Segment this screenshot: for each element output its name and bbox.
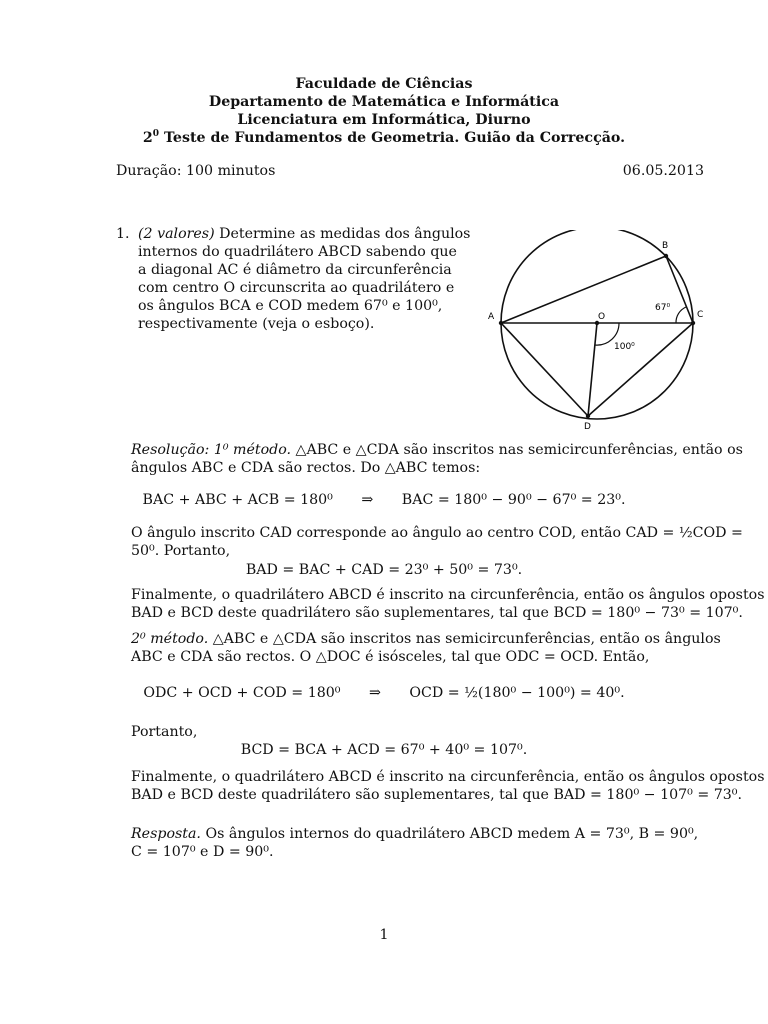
duration: Duração: 100 minutos xyxy=(116,163,276,179)
page-number: 1 xyxy=(379,927,389,943)
problem-number: 1. xyxy=(116,226,130,242)
solution-method2-intro: 2⁰ método. △ABC e △CDA são inscritos nas semicircunferências, então os ângulos ABC e CDA são rectos. O △DOC é isósceles, tal que ODC = OCD. Então, xyxy=(131,631,721,665)
angle-arc-bca xyxy=(676,307,686,323)
equation-1: BAC + ABC + ACB = 180⁰ ⇒ BAC = 180⁰ − 90⁰ − 67⁰ = 23⁰. xyxy=(142,492,626,508)
label-a: A xyxy=(488,312,495,322)
header-test-title: $2^0$ Teste de Fundamentos de Geometria. Guião da Correcção. xyxy=(142,129,626,146)
side-ab xyxy=(501,256,666,323)
equation-2: BAD = BAC + CAD = 23⁰ + 50⁰ = 73⁰. xyxy=(245,562,523,578)
date: 06.05.2013 xyxy=(622,163,704,179)
label-b: B xyxy=(662,241,669,251)
solution-supplementary-2: Finalmente, o quadrilátero ABCD é inscrito na circunferência, então os ângulos opostos BAD e BCD deste quadrilátero são suplementares, tal que BAD = 180⁰ − 107⁰ = 73⁰. xyxy=(131,769,765,803)
solution-method1-intro: Resolução: 1⁰ método. △ABC e △CDA são inscritos nas semicircunferências, então os ângulos ABC e CDA são rectos. Do △ABC temos: xyxy=(131,442,743,476)
label-angle-bca: 67⁰ xyxy=(655,303,671,313)
solution-supplementary-1: Finalmente, o quadrilátero ABCD é inscrito na circunferência, então os ângulos opostos BAD e BCD deste quadrilátero são suplementares, tal que BCD = 180⁰ − 73⁰ = 107⁰. xyxy=(131,587,765,621)
point-c xyxy=(691,321,695,325)
solution-inscribed-angle: O ângulo inscrito CAD corresponde ao ângulo ao centro COD, então CAD = ½COD = 50⁰. Portanto, xyxy=(131,525,743,559)
radius-od xyxy=(588,323,597,416)
side-cd xyxy=(588,323,693,416)
label-d: D xyxy=(584,422,591,432)
header-institution: Faculdade de Ciências xyxy=(295,76,473,92)
equation-4: BCD = BCA + ACD = 67⁰ + 40⁰ = 107⁰. xyxy=(240,742,528,758)
geometry-figure xyxy=(480,230,710,435)
point-d xyxy=(586,414,590,418)
header-department: Departamento de Matemática e Informática xyxy=(208,94,560,110)
equation-3: ODC + OCD + COD = 180⁰ ⇒ OCD = ½(180⁰ − 100⁰) = 40⁰. xyxy=(143,685,625,701)
header-course: Licenciatura em Informática, Diurno xyxy=(237,112,531,128)
label-angle-cod: 100⁰ xyxy=(614,342,635,352)
problem-statement: (2 valores) Determine as medidas dos ângulos internos do quadrilátero ABCD sabendo que a diagonal AC é diâmetro da circunferência com centro O circunscrita ao quadrilátero e os ângulos BCA e COD medem 67⁰ e 100⁰, respectivamente (veja o esboço). xyxy=(138,226,471,332)
label-c: C xyxy=(697,310,704,320)
point-a xyxy=(499,321,503,325)
point-b xyxy=(664,254,668,258)
answer: Resposta. Os ângulos internos do quadrilátero ABCD medem A = 73⁰, B = 90⁰, C = 107⁰ e D = 90⁰. xyxy=(131,826,699,860)
solution-portanto: Portanto, xyxy=(131,724,198,740)
side-da xyxy=(501,323,588,416)
label-o: O xyxy=(598,312,606,322)
